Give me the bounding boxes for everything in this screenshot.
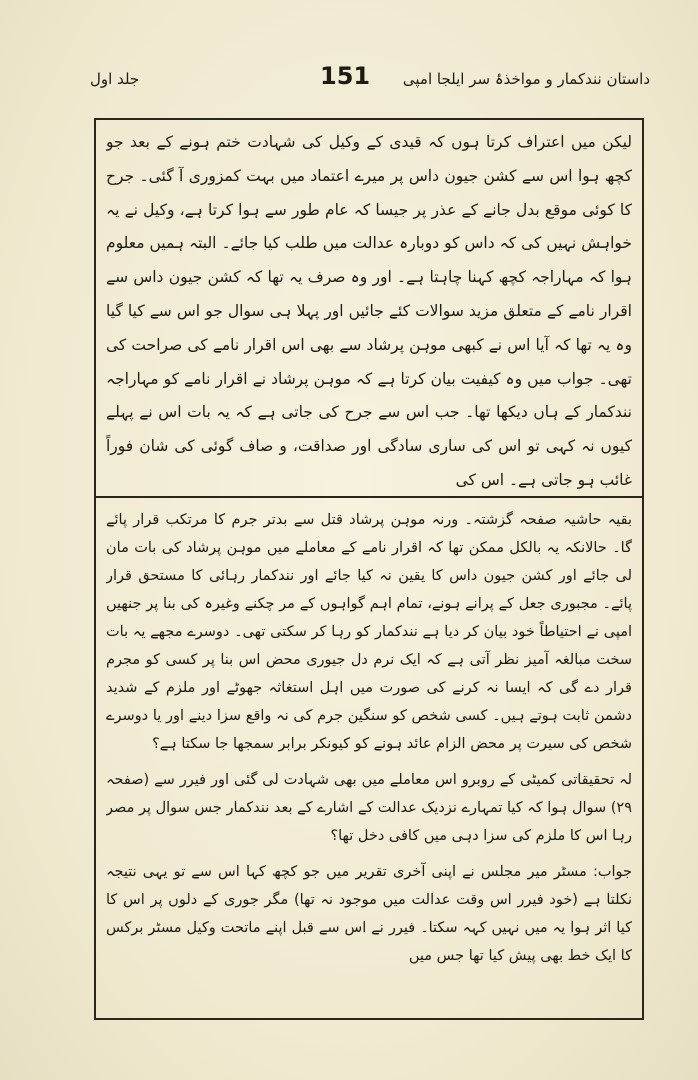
footnote-text: لہ تحقیقاتی کمیٹی کے روبرو اس معاملے میں بھی شہادت لی گئی اور فیرر سے (صفحہ ۲۹) سوال ہوا کہ کیا تمہارے نزدیک عدالت کے اشارے کے بعد نندکمار جس سوال پر مصر رہا اس کا ملزم کی سزا دہی میں کافی دخل تھا؟: [106, 772, 632, 844]
footnote-answer: جواب: مسٹر میر مجلس نے اپنی آخری تقریر میں جو کچھ کہا اس سے تو یہی نتیجہ نکلتا ہے (خود فیرر اس وقت عدالت میں موجود نہ تھا) مگر جوری کے دلوں پر اس کا کیا اثر ہوا یہ میں نہیں کہہ سکتا۔ فیرر نے اس سے قبل اپنے ماتحت وکیل مسٹر برکس کا ایک خط بھی پیش کیا تھا جس میں: [106, 864, 632, 964]
running-header: [90, 62, 650, 102]
page-number: 151: [320, 62, 371, 90]
main-paragraph: لیکن میں اعتراف کرتا ہوں کہ قیدی کے وکیل کی شہادت ختم ہونے کے بعد جو کچھ ہوا اس سے کشن جیون داس پر میرے اعتماد میں بہت کمزوری آ گئی۔ جرح کا کوئی موقع بدل جانے کے عذر پر جیسا کہ عام طور سے ہوا کرتا ہے، وکیل نے یہ خواہش نہیں کی کہ داس کو دوبارہ عدالت میں طلب کیا جائے۔ البتہ ہمیں معلوم ہوا کہ مہاراجہ کچھ کہنا چاہتا ہے۔ اور وہ صرف یہ تھا کہ کشن جیون داس سے اقرار نامے کے متعلق مزید سوالات کئے جائیں اور پہلا ہی سوال جو اس سے کیا گیا وہ یہ تھا کہ آیا اس نے کبھی موہن پرشاد سے بھی اس اقرار نامے کی صراحت کی تھی۔ جواب میں وہ کیفیت بیان کرتا ہے کہ موہن پرشاد نے اقرار نامے کو مہاراجہ نندکمار کے ہاں دیکھا تھا۔ جب اس سے جرح کی جاتی ہے کہ یہ بات اس نے پہلے کیوں نہ کہی تو اس کی ساری سادگی اور صداقت، و صاف گوئی کی شان فوراً غائب ہو جاتی ہے۔ اس کی: [106, 133, 632, 489]
section-divider: [94, 496, 644, 498]
footnotes-block: [106, 506, 632, 1006]
volume-label: جلد اول: [90, 70, 140, 88]
book-title: داستان نندکمار و مواخذۂ سر ایلجا امپی: [402, 70, 650, 88]
main-text-block: [106, 126, 632, 490]
note-continuation: بقیہ حاشیہ صفحہ گزشتہ۔ ورنہ موہن پرشاد قتل سے بدتر جرم کا مرتکب قرار پائے گا۔ حالانکہ یہ بالکل ممکن تھا کہ اقرار نامے کے معاملے میں موہن پرشاد کی بات مان لی جائے اور کشن جیون داس کا یقین نہ کیا جائے اور نندکمار رہائی کا مستحق قرار پائے۔ مجبوری جعل کے پرانے ہونے، تمام اہم گواہوں کے مر چکنے وغیرہ کی بنا پر جنھیں امپی نے احتیاطاً خود بیان کر دیا ہے نندکمار کو رہا کر سکتی تھی۔ دوسرے مجھے یہ بات سخت مبالغہ آمیز نظر آتی ہے کہ ایک نرم دل جیوری محض اس بنا پر کسی کو مجرم قرار دے گی کہ ایسا نہ کرنے کی صورت میں اہل استغاثہ جھوٹے اور ملزم کے شدید دشمن ثابت ہوتے ہیں۔ کسی شخص کو سنگین جرم کی نہ واقع سزا دینے اور یا دوسرے شخص کی سیرت پر محض الزام عائد ہونے کو کیونکر برابر سمجھا جا سکتا ہے؟: [106, 512, 632, 752]
